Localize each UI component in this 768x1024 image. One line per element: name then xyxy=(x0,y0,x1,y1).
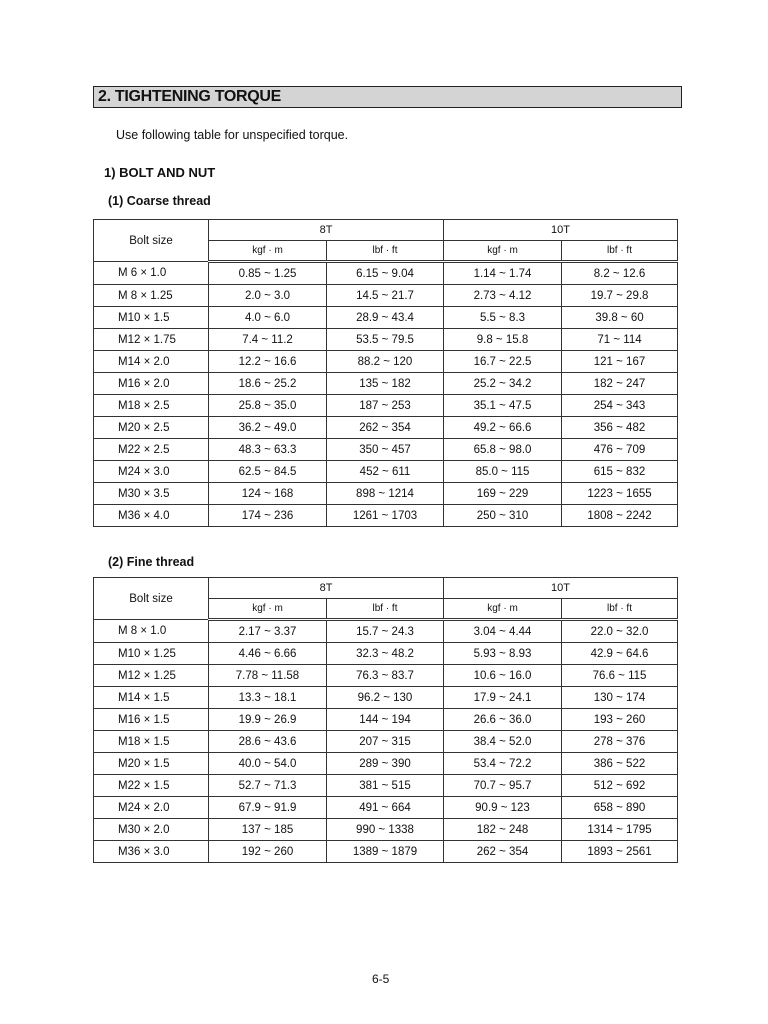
torque-cell: 174 ~ 236 xyxy=(209,505,327,527)
bolt-size-cell: M36 × 3.0 xyxy=(94,841,209,863)
torque-cell: 262 ~ 354 xyxy=(444,841,562,863)
bolt-size-cell: M22 × 1.5 xyxy=(94,775,209,797)
torque-cell: 1223 ~ 1655 xyxy=(562,483,678,505)
unit-header: kgf · m xyxy=(444,599,562,620)
table-row xyxy=(94,731,678,753)
torque-cell: 356 ~ 482 xyxy=(562,417,678,439)
grade-header: 8T xyxy=(209,220,444,241)
table-row xyxy=(94,262,678,285)
fine-thread-table xyxy=(93,577,678,863)
torque-cell: 16.7 ~ 22.5 xyxy=(444,351,562,373)
torque-cell: 169 ~ 229 xyxy=(444,483,562,505)
bolt-size-cell: M30 × 2.0 xyxy=(94,819,209,841)
table-row xyxy=(94,483,678,505)
bolt-size-cell: M14 × 2.0 xyxy=(94,351,209,373)
torque-cell: 8.2 ~ 12.6 xyxy=(562,262,678,285)
torque-cell: 350 ~ 457 xyxy=(327,439,444,461)
torque-cell: 452 ~ 611 xyxy=(327,461,444,483)
table-row xyxy=(94,395,678,417)
torque-cell: 25.2 ~ 34.2 xyxy=(444,373,562,395)
table-row xyxy=(94,417,678,439)
grade-header: 8T xyxy=(209,578,444,599)
grade-header: 10T xyxy=(444,220,678,241)
torque-cell: 386 ~ 522 xyxy=(562,753,678,775)
torque-cell: 144 ~ 194 xyxy=(327,709,444,731)
torque-cell: 18.6 ~ 25.2 xyxy=(209,373,327,395)
torque-cell: 4.0 ~ 6.0 xyxy=(209,307,327,329)
torque-cell: 12.2 ~ 16.6 xyxy=(209,351,327,373)
table-row xyxy=(94,797,678,819)
torque-cell: 65.8 ~ 98.0 xyxy=(444,439,562,461)
table-row xyxy=(94,841,678,863)
torque-cell: 85.0 ~ 115 xyxy=(444,461,562,483)
table-row xyxy=(94,439,678,461)
table-row xyxy=(94,687,678,709)
torque-cell: 1314 ~ 1795 xyxy=(562,819,678,841)
torque-cell: 898 ~ 1214 xyxy=(327,483,444,505)
torque-cell: 2.73 ~ 4.12 xyxy=(444,285,562,307)
torque-cell: 28.6 ~ 43.6 xyxy=(209,731,327,753)
bolt-size-header: Bolt size xyxy=(94,578,209,620)
torque-cell: 13.3 ~ 18.1 xyxy=(209,687,327,709)
bolt-size-cell: M12 × 1.25 xyxy=(94,665,209,687)
table-row xyxy=(94,373,678,395)
torque-cell: 52.7 ~ 71.3 xyxy=(209,775,327,797)
table-row xyxy=(94,620,678,643)
torque-cell: 192 ~ 260 xyxy=(209,841,327,863)
torque-cell: 35.1 ~ 47.5 xyxy=(444,395,562,417)
torque-cell: 3.04 ~ 4.44 xyxy=(444,620,562,643)
intro-text: Use following table for unspecified torque. xyxy=(116,128,349,142)
bolt-size-cell: M10 × 1.25 xyxy=(94,643,209,665)
torque-cell: 137 ~ 185 xyxy=(209,819,327,841)
torque-cell: 5.93 ~ 8.93 xyxy=(444,643,562,665)
torque-cell: 70.7 ~ 95.7 xyxy=(444,775,562,797)
torque-cell: 39.8 ~ 60 xyxy=(562,307,678,329)
torque-cell: 187 ~ 253 xyxy=(327,395,444,417)
table-row xyxy=(94,461,678,483)
bolt-size-cell: M 8 × 1.0 xyxy=(94,620,209,643)
torque-cell: 96.2 ~ 130 xyxy=(327,687,444,709)
bolt-size-cell: M20 × 1.5 xyxy=(94,753,209,775)
torque-cell: 182 ~ 247 xyxy=(562,373,678,395)
torque-cell: 25.8 ~ 35.0 xyxy=(209,395,327,417)
torque-cell: 1389 ~ 1879 xyxy=(327,841,444,863)
torque-cell: 53.4 ~ 72.2 xyxy=(444,753,562,775)
unit-header: lbf · ft xyxy=(327,599,444,620)
torque-cell: 207 ~ 315 xyxy=(327,731,444,753)
torque-cell: 90.9 ~ 123 xyxy=(444,797,562,819)
torque-cell: 476 ~ 709 xyxy=(562,439,678,461)
torque-cell: 49.2 ~ 66.6 xyxy=(444,417,562,439)
torque-cell: 32.3 ~ 48.2 xyxy=(327,643,444,665)
torque-cell: 28.9 ~ 43.4 xyxy=(327,307,444,329)
torque-cell: 67.9 ~ 91.9 xyxy=(209,797,327,819)
unit-header: kgf · m xyxy=(209,241,327,262)
bolt-size-cell: M24 × 3.0 xyxy=(94,461,209,483)
bolt-size-cell: M22 × 2.5 xyxy=(94,439,209,461)
bolt-size-cell: M12 × 1.75 xyxy=(94,329,209,351)
page-number: 6-5 xyxy=(372,972,390,986)
table-row xyxy=(94,753,678,775)
torque-cell: 254 ~ 343 xyxy=(562,395,678,417)
torque-cell: 42.9 ~ 64.6 xyxy=(562,643,678,665)
torque-cell: 289 ~ 390 xyxy=(327,753,444,775)
torque-cell: 5.5 ~ 8.3 xyxy=(444,307,562,329)
torque-cell: 1.14 ~ 1.74 xyxy=(444,262,562,285)
bolt-size-cell: M16 × 2.0 xyxy=(94,373,209,395)
torque-cell: 88.2 ~ 120 xyxy=(327,351,444,373)
torque-cell: 14.5 ~ 21.7 xyxy=(327,285,444,307)
torque-cell: 124 ~ 168 xyxy=(209,483,327,505)
table-row xyxy=(94,709,678,731)
table-row xyxy=(94,307,678,329)
section-title: 2. TIGHTENING TORQUE xyxy=(93,86,682,108)
coarse-thread-heading: (1) Coarse thread xyxy=(108,194,211,208)
torque-cell: 2.0 ~ 3.0 xyxy=(209,285,327,307)
unit-header: lbf · ft xyxy=(562,599,678,620)
unit-header: kgf · m xyxy=(444,241,562,262)
unit-header: lbf · ft xyxy=(327,241,444,262)
torque-cell: 36.2 ~ 49.0 xyxy=(209,417,327,439)
bolt-size-header: Bolt size xyxy=(94,220,209,262)
torque-cell: 9.8 ~ 15.8 xyxy=(444,329,562,351)
torque-cell: 615 ~ 832 xyxy=(562,461,678,483)
torque-cell: 1808 ~ 2242 xyxy=(562,505,678,527)
bolt-size-cell: M20 × 2.5 xyxy=(94,417,209,439)
torque-cell: 10.6 ~ 16.0 xyxy=(444,665,562,687)
bolt-size-cell: M 6 × 1.0 xyxy=(94,262,209,285)
torque-cell: 71 ~ 114 xyxy=(562,329,678,351)
torque-cell: 193 ~ 260 xyxy=(562,709,678,731)
coarse-thread-table xyxy=(93,219,678,527)
torque-cell: 19.7 ~ 29.8 xyxy=(562,285,678,307)
torque-cell: 7.78 ~ 11.58 xyxy=(209,665,327,687)
torque-cell: 7.4 ~ 11.2 xyxy=(209,329,327,351)
torque-cell: 76.6 ~ 115 xyxy=(562,665,678,687)
unit-header: kgf · m xyxy=(209,599,327,620)
torque-cell: 262 ~ 354 xyxy=(327,417,444,439)
torque-cell: 53.5 ~ 79.5 xyxy=(327,329,444,351)
bolt-size-cell: M16 × 1.5 xyxy=(94,709,209,731)
torque-cell: 6.15 ~ 9.04 xyxy=(327,262,444,285)
torque-cell: 48.3 ~ 63.3 xyxy=(209,439,327,461)
bolt-size-cell: M30 × 3.5 xyxy=(94,483,209,505)
bolt-size-cell: M36 × 4.0 xyxy=(94,505,209,527)
table-row xyxy=(94,351,678,373)
bolt-size-cell: M14 × 1.5 xyxy=(94,687,209,709)
fine-thread-heading: (2) Fine thread xyxy=(108,555,195,569)
subsection-heading: 1) BOLT AND NUT xyxy=(104,165,216,180)
torque-cell: 0.85 ~ 1.25 xyxy=(209,262,327,285)
torque-cell: 22.0 ~ 32.0 xyxy=(562,620,678,643)
torque-cell: 990 ~ 1338 xyxy=(327,819,444,841)
bolt-size-cell: M10 × 1.5 xyxy=(94,307,209,329)
table-row xyxy=(94,285,678,307)
torque-cell: 26.6 ~ 36.0 xyxy=(444,709,562,731)
bolt-size-cell: M24 × 2.0 xyxy=(94,797,209,819)
torque-cell: 15.7 ~ 24.3 xyxy=(327,620,444,643)
torque-cell: 658 ~ 890 xyxy=(562,797,678,819)
torque-cell: 38.4 ~ 52.0 xyxy=(444,731,562,753)
unit-header: lbf · ft xyxy=(562,241,678,262)
torque-cell: 121 ~ 167 xyxy=(562,351,678,373)
torque-cell: 1261 ~ 1703 xyxy=(327,505,444,527)
torque-cell: 491 ~ 664 xyxy=(327,797,444,819)
torque-cell: 76.3 ~ 83.7 xyxy=(327,665,444,687)
torque-cell: 40.0 ~ 54.0 xyxy=(209,753,327,775)
torque-cell: 19.9 ~ 26.9 xyxy=(209,709,327,731)
torque-cell: 135 ~ 182 xyxy=(327,373,444,395)
table-row xyxy=(94,665,678,687)
bolt-size-cell: M18 × 1.5 xyxy=(94,731,209,753)
torque-cell: 62.5 ~ 84.5 xyxy=(209,461,327,483)
bolt-size-cell: M18 × 2.5 xyxy=(94,395,209,417)
torque-cell: 1893 ~ 2561 xyxy=(562,841,678,863)
table-row xyxy=(94,819,678,841)
torque-cell: 278 ~ 376 xyxy=(562,731,678,753)
torque-cell: 381 ~ 515 xyxy=(327,775,444,797)
bolt-size-cell: M 8 × 1.25 xyxy=(94,285,209,307)
table-row xyxy=(94,329,678,351)
torque-cell: 250 ~ 310 xyxy=(444,505,562,527)
table-row xyxy=(94,505,678,527)
table-row xyxy=(94,775,678,797)
torque-cell: 182 ~ 248 xyxy=(444,819,562,841)
grade-header: 10T xyxy=(444,578,678,599)
torque-cell: 4.46 ~ 6.66 xyxy=(209,643,327,665)
table-row xyxy=(94,643,678,665)
torque-cell: 512 ~ 692 xyxy=(562,775,678,797)
torque-cell: 2.17 ~ 3.37 xyxy=(209,620,327,643)
torque-cell: 130 ~ 174 xyxy=(562,687,678,709)
torque-cell: 17.9 ~ 24.1 xyxy=(444,687,562,709)
